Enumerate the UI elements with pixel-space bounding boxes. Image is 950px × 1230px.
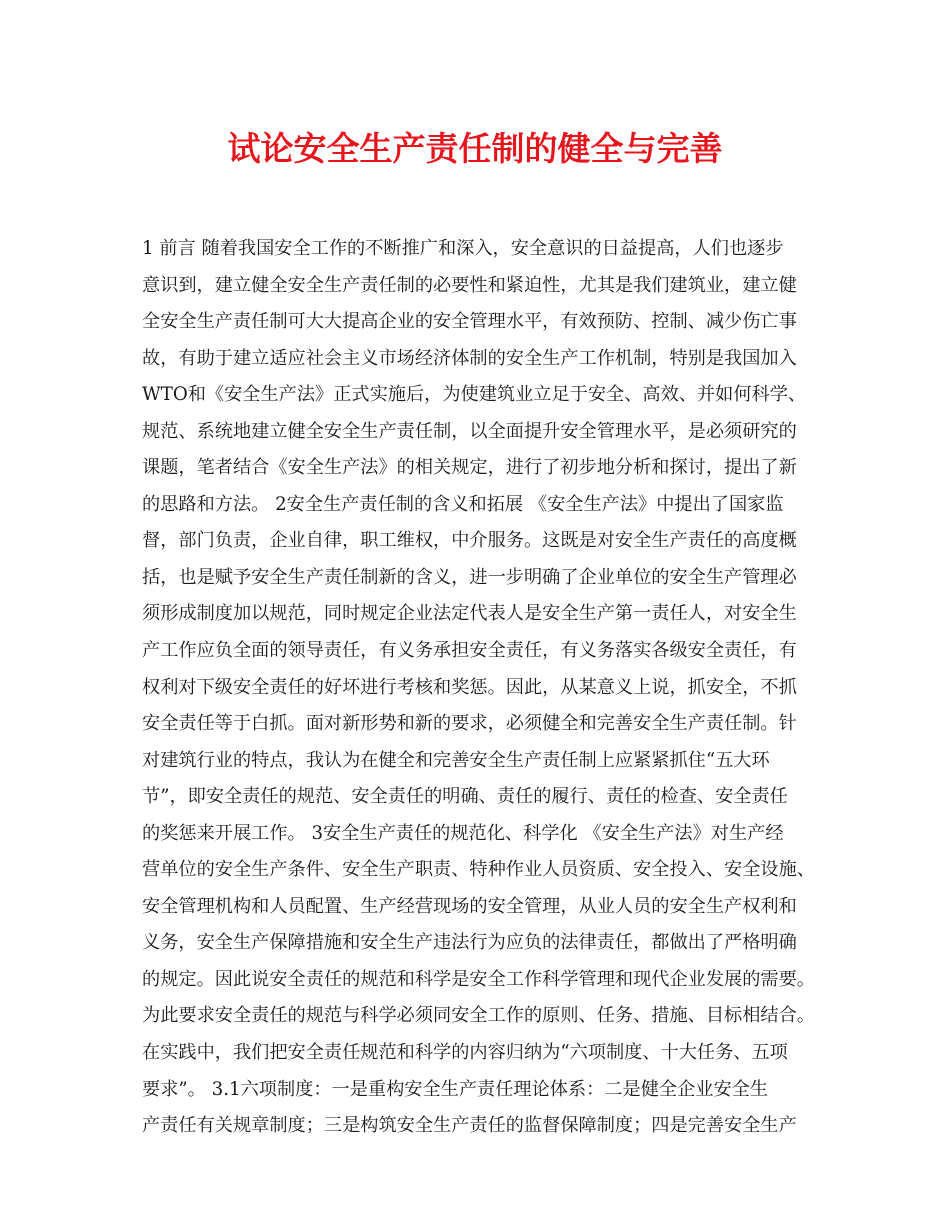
body-line: 须形成制度加以规范，同时规定企业法定代表人是安全生产第一责任人，对安全生 <box>142 603 797 625</box>
body-line: 规范、系统地建立健全安全生产责任制，以全面提升安全管理水平，是必须研究的 <box>142 420 797 442</box>
body-line: WTO和《安全生产法》正式实施后，为使建筑业立足于安全、高效、并如何科学、 <box>142 384 807 406</box>
body-line: 1 前言 随着我国安全工作的不断推广和深入，安全意识的日益提高，人们也逐步 <box>142 238 784 259</box>
body-line: 的思路和方法。 2安全生产责任制的含义和拓展 《安全生产法》中提出了国家监 <box>142 493 784 515</box>
body-line: 产责任有关规章制度；三是构筑安全生产责任的监督保障制度；四是完善安全生产 <box>142 1115 797 1137</box>
body-line: 要求”。 3.1六项制度：一是重构安全生产责任理论体系：二是健全企业安全生 <box>142 1078 769 1100</box>
body-line: 为此要求安全责任的规范与科学必须同安全工作的原则、任务、措施、目标相结合。 <box>142 1005 815 1027</box>
document-title: 试论安全生产责任制的健全与完善 <box>227 129 723 168</box>
body-line: 营单位的安全生产条件、安全生产职责、特种作业人员资质、安全投入、安全设施、 <box>142 859 815 881</box>
body-line: 权利对下级安全责任的好坏进行考核和奖惩。因此，从某意义上说，抓安全，不抓 <box>142 676 797 698</box>
body-line: 的奖惩来开展工作。 3安全生产责任的规范化、科学化 《安全生产法》对生产经 <box>142 822 784 844</box>
body-line: 产工作应负全面的领导责任，有义务承担安全责任，有义务落实各级安全责任，有 <box>142 640 797 662</box>
document-body <box>142 231 828 1145</box>
body-line: 的规定。因此说安全责任的规范和科学是安全工作科学管理和现代企业发展的需要。 <box>142 968 815 990</box>
body-line: 括，也是赋予安全生产责任制新的含义，进一步明确了企业单位的安全生产管理必 <box>142 566 797 588</box>
body-line: 安全责任等于白抓。面对新形势和新的要求，必须健全和完善安全生产责任制。针 <box>142 713 797 735</box>
body-line: 课题，笔者结合《安全生产法》的相关规定，进行了初步地分析和探讨，提出了新 <box>142 457 797 479</box>
body-line: 督，部门负责，企业自律，职工维权，中介服务。这既是对安全生产责任的高度概 <box>142 530 797 552</box>
body-line: 义务，安全生产保障措施和安全生产违法行为应负的法律责任，都做出了严格明确 <box>142 932 797 954</box>
body-line: 全安全生产责任制可大大提高企业的安全管理水平，有效预防、控制、减少伤亡事 <box>142 311 797 333</box>
body-line: 故，有助于建立适应社会主义市场经济体制的安全生产工作机制，特别是我国加入 <box>142 347 797 369</box>
body-line: 节”，即安全责任的规范、安全责任的明确、责任的履行、责任的检查、安全责任 <box>142 786 788 808</box>
body-line: 在实践中，我们把安全责任规范和科学的内容归纳为“六项制度、十大任务、五项 <box>142 1042 788 1064</box>
body-line: 对建筑行业的特点，我认为在健全和完善安全生产责任制上应紧紧抓住“五大环 <box>142 749 770 771</box>
body-line: 安全管理机构和人员配置、生产经营现场的安全管理，从业人员的安全生产权利和 <box>142 895 797 917</box>
body-line: 意识到，建立健全安全生产责任制的必要性和紧迫性，尤其是我们建筑业，建立健 <box>142 274 797 296</box>
